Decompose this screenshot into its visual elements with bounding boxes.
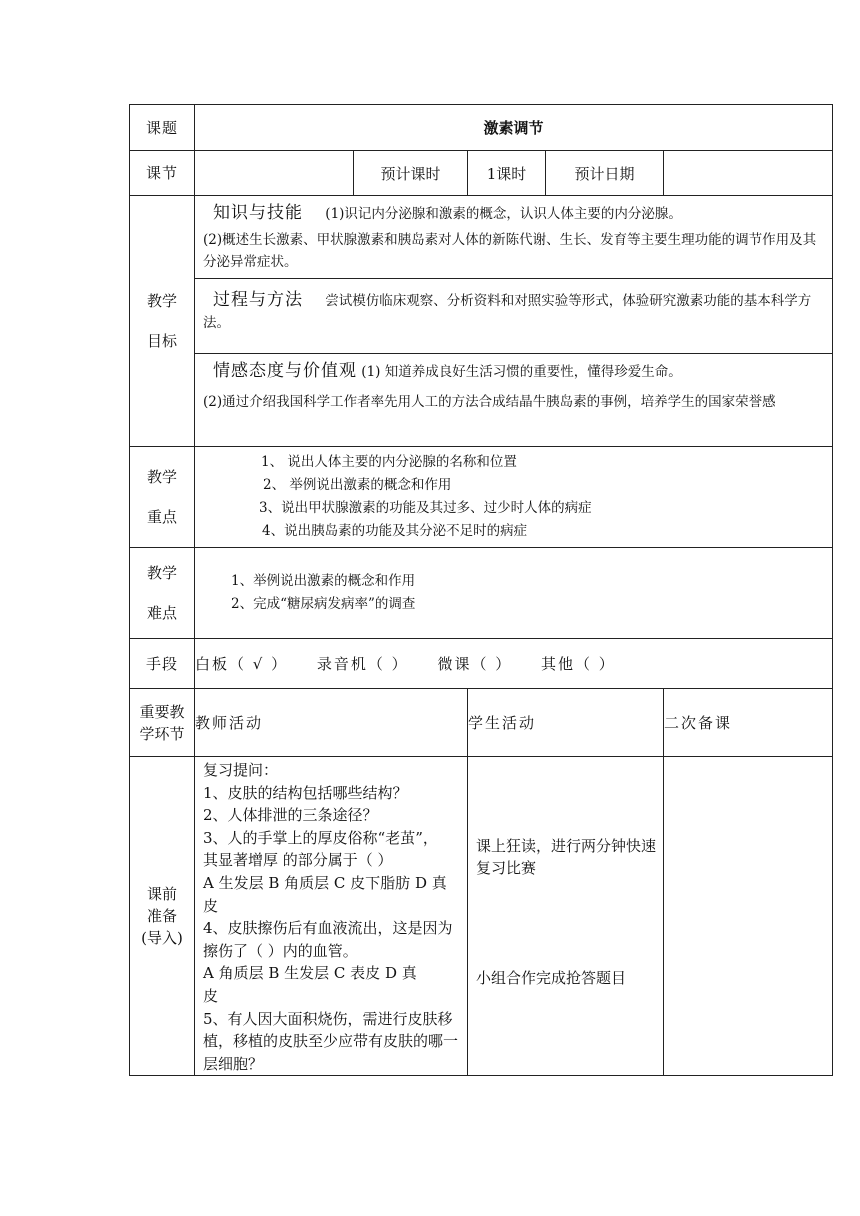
difficulty-item: 1、举例说出激素的概念和作用 (231, 573, 416, 589)
knowledge-title: 知识与技能 (213, 203, 303, 223)
means-other: 其他（ ） (541, 655, 616, 673)
teacher-line: A 生发层 B 角质层 C 皮下脂肪 D 真 (203, 873, 447, 892)
key-points-content (195, 447, 833, 548)
knowledge-line-1: (1)识记内分泌腺和激素的概念，认识人体主要的内分泌腺。 (325, 206, 682, 222)
est-date-label: 预计日期 (546, 151, 664, 196)
objectives-row (130, 196, 833, 447)
est-date-value (664, 151, 833, 196)
objectives-label: 教学 目标 (130, 196, 195, 447)
second-prep-header: 二次备课 (664, 689, 833, 757)
difficulties-label: 教学 难点 (130, 548, 195, 639)
means-whiteboard: 白板（ √ ） (195, 655, 289, 673)
teacher-line: 3、人的手掌上的厚皮俗称“老茧”， (203, 828, 438, 847)
knowledge-line-2: (2)概述生长激素、甲状腺激素和胰岛素对人体的新陈代谢、生长、发育等主要生理功能的调节作用及其分泌异常症状。 (203, 232, 817, 270)
teacher-activity-header: 教师活动 (195, 689, 468, 757)
teacher-line: 皮 (203, 896, 219, 915)
attitude-line-1: (1) 知道养成良好生活习惯的重要性，懂得珍爱生命。 (361, 364, 682, 380)
prep-student-activity (468, 757, 664, 1076)
key-points-row (130, 447, 833, 548)
teacher-line: 2、人体排泄的三条途径？ (203, 806, 378, 825)
teacher-line: 5、有人因大面积烧伤，需进行皮肤移 (203, 1009, 453, 1028)
teacher-line: 植，移植的皮肤至少应带有皮肤的哪一 (203, 1032, 459, 1051)
difficulties-content (195, 548, 833, 639)
teacher-line: 复习提问： (203, 761, 279, 779)
section-label: 课节 (130, 151, 195, 196)
lesson-plan-table (129, 104, 833, 1076)
knowledge-block (195, 196, 832, 279)
key-point-item: 1、 说出人体主要的内分泌腺的名称和位置 (261, 454, 517, 470)
section-row (130, 151, 833, 196)
teacher-line: 擦伤了（ ）内的血管。 (203, 941, 358, 960)
activity-header-row (130, 689, 833, 757)
attitude-block (195, 354, 832, 419)
key-point-item: 4、说出胰岛素的功能及其分泌不足时的病症 (262, 523, 528, 539)
topic-title: 激素调节 (195, 105, 833, 151)
means-row (130, 639, 833, 689)
key-points-label: 教学 重点 (130, 447, 195, 548)
teacher-line: 4、皮肤擦伤后有血液流出，这是因为 (203, 919, 453, 938)
process-block (195, 279, 832, 354)
prep-label: 课前 准备 (导入) (130, 757, 195, 1076)
prep-teacher-activity (195, 757, 468, 1076)
teacher-line: 层细胞？ (203, 1054, 264, 1073)
est-hours-label: 预计课时 (354, 151, 468, 196)
key-point-item: 2、 举例说出激素的概念和作用 (263, 477, 452, 493)
teacher-line: 1、皮肤的结构包括哪些结构？ (203, 783, 408, 802)
student-activity-1: 课上狂读，进行两分钟快速复习比赛 (476, 837, 657, 877)
student-activity-2: 小组合作完成抢答题目 (476, 969, 627, 987)
means-microlesson: 微课（ ） (437, 655, 513, 673)
stage-header: 重要教 学环节 (130, 689, 195, 757)
process-title: 过程与方法 (213, 290, 303, 310)
difficulty-item: 2、完成“糖尿病发病率”的调查 (231, 596, 416, 612)
prep-row (130, 757, 833, 1076)
means-content (195, 639, 833, 689)
teacher-line: A 角质层 B 生发层 C 表皮 D 真 (203, 964, 417, 983)
key-point-item: 3、说出甲状腺激素的功能及其过多、过少时人体的病症 (259, 500, 592, 516)
topic-row (130, 105, 833, 151)
teacher-line: 皮 (203, 986, 219, 1005)
prep-second-prep (664, 757, 833, 1076)
difficulties-row (130, 548, 833, 639)
student-activity-header: 学生活动 (468, 689, 664, 757)
teacher-line: 其显著增厚 的部分属于（ ） (203, 851, 393, 870)
section-value (195, 151, 354, 196)
topic-label: 课题 (130, 105, 195, 151)
process-text: 尝试模仿临床观察、分析资料和对照实验等形式，体验研究激素功能的基本科学方法。 (203, 293, 812, 331)
means-label: 手段 (130, 639, 195, 689)
attitude-title: 情感态度与价值观 (213, 361, 357, 381)
means-recorder: 录音机（ ） (316, 655, 409, 673)
objectives-content (195, 196, 833, 447)
est-hours-value: 1课时 (468, 151, 546, 196)
attitude-line-2: (2)通过介绍我国科学工作者率先用人工的方法合成结晶牛胰岛素的事例，培养学生的国家荣誉感 (203, 394, 776, 410)
